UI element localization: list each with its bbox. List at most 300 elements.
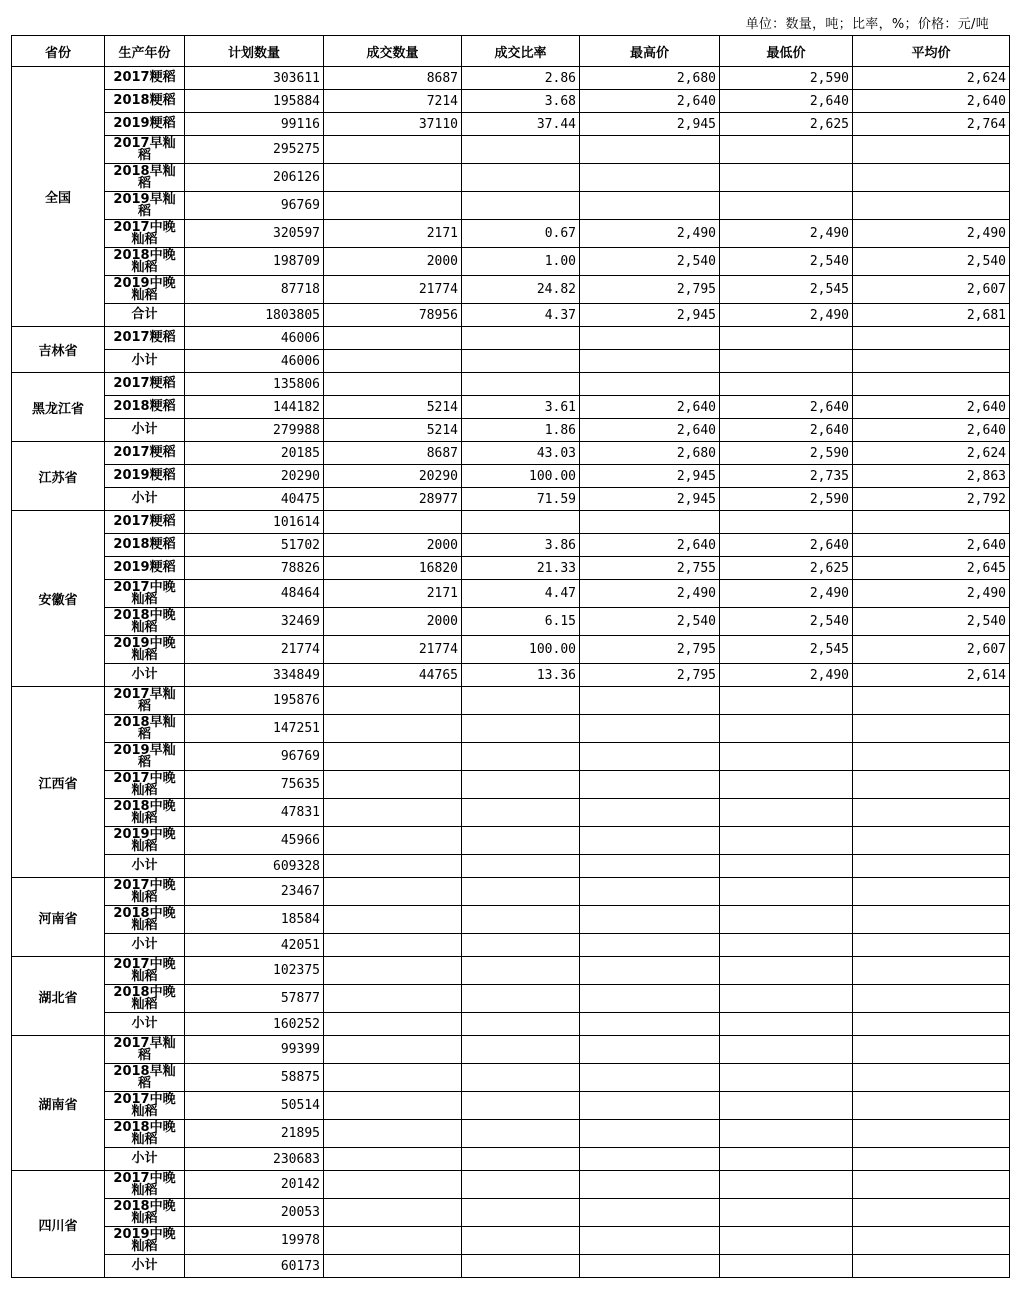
header-min-price: 最低价 — [720, 36, 853, 67]
min-cell — [720, 799, 853, 827]
ratio-cell — [462, 985, 580, 1013]
traded-cell: 28977 — [324, 488, 462, 511]
ratio-cell — [462, 1171, 580, 1199]
min-cell: 2,640 — [720, 534, 853, 557]
min-cell — [720, 350, 853, 373]
year-cell: 2017粳稻 — [105, 327, 185, 350]
avg-cell: 2,792 — [853, 488, 1010, 511]
min-cell — [720, 687, 853, 715]
planned-cell: 334849 — [185, 664, 324, 687]
ratio-cell: 100.00 — [462, 465, 580, 488]
year-cell: 2019粳稻 — [105, 113, 185, 136]
min-cell — [720, 1036, 853, 1064]
table-row — [12, 1148, 1010, 1171]
min-cell: 2,590 — [720, 67, 853, 90]
traded-cell — [324, 1036, 462, 1064]
max-cell — [580, 511, 720, 534]
ratio-cell: 71.59 — [462, 488, 580, 511]
table-row — [12, 715, 1010, 743]
ratio-cell — [462, 164, 580, 192]
avg-cell — [853, 373, 1010, 396]
table-row — [12, 1171, 1010, 1199]
min-cell — [720, 136, 853, 164]
traded-cell: 5214 — [324, 419, 462, 442]
avg-cell: 2,863 — [853, 465, 1010, 488]
traded-cell: 5214 — [324, 396, 462, 419]
traded-cell: 78956 — [324, 304, 462, 327]
ratio-cell — [462, 1013, 580, 1036]
ratio-cell — [462, 743, 580, 771]
planned-cell: 57877 — [185, 985, 324, 1013]
avg-cell — [853, 350, 1010, 373]
min-cell — [720, 327, 853, 350]
table-row — [12, 511, 1010, 534]
avg-cell — [853, 906, 1010, 934]
ratio-cell — [462, 799, 580, 827]
table-row — [12, 855, 1010, 878]
table-row — [12, 1227, 1010, 1255]
min-cell — [720, 827, 853, 855]
table-row — [12, 771, 1010, 799]
max-cell — [580, 1148, 720, 1171]
ratio-cell — [462, 1199, 580, 1227]
min-cell: 2,490 — [720, 580, 853, 608]
header-traded: 成交数量 — [324, 36, 462, 67]
traded-cell — [324, 373, 462, 396]
max-cell — [580, 957, 720, 985]
max-cell: 2,795 — [580, 276, 720, 304]
max-cell — [580, 827, 720, 855]
max-cell: 2,640 — [580, 534, 720, 557]
planned-cell: 87718 — [185, 276, 324, 304]
ratio-cell: 0.67 — [462, 220, 580, 248]
traded-cell: 2171 — [324, 580, 462, 608]
table-row — [12, 878, 1010, 906]
planned-cell: 19978 — [185, 1227, 324, 1255]
min-cell — [720, 511, 853, 534]
ratio-cell — [462, 771, 580, 799]
max-cell — [580, 906, 720, 934]
year-cell: 2017早籼稻 — [105, 1036, 185, 1064]
max-cell: 2,680 — [580, 442, 720, 465]
traded-cell — [324, 687, 462, 715]
min-cell — [720, 855, 853, 878]
table-row — [12, 465, 1010, 488]
traded-cell: 7214 — [324, 90, 462, 113]
avg-cell: 2,640 — [853, 90, 1010, 113]
header-province: 省份 — [12, 36, 105, 67]
table-row — [12, 113, 1010, 136]
year-cell: 2017中晚籼稻 — [105, 220, 185, 248]
planned-cell: 320597 — [185, 220, 324, 248]
year-cell: 2018中晚籼稻 — [105, 906, 185, 934]
ratio-cell — [462, 511, 580, 534]
min-cell: 2,540 — [720, 608, 853, 636]
traded-cell: 37110 — [324, 113, 462, 136]
header-row — [12, 36, 1010, 67]
year-cell: 小计 — [105, 1148, 185, 1171]
ratio-cell — [462, 327, 580, 350]
avg-cell — [853, 1148, 1010, 1171]
traded-cell — [324, 855, 462, 878]
planned-cell: 50514 — [185, 1092, 324, 1120]
planned-cell: 20290 — [185, 465, 324, 488]
max-cell — [580, 799, 720, 827]
planned-cell: 144182 — [185, 396, 324, 419]
avg-cell — [853, 1036, 1010, 1064]
avg-cell — [853, 1013, 1010, 1036]
planned-cell: 46006 — [185, 350, 324, 373]
table-row — [12, 1092, 1010, 1120]
planned-cell: 18584 — [185, 906, 324, 934]
avg-cell — [853, 1171, 1010, 1199]
table-row — [12, 90, 1010, 113]
min-cell — [720, 164, 853, 192]
max-cell — [580, 1171, 720, 1199]
ratio-cell: 1.00 — [462, 248, 580, 276]
avg-cell — [853, 771, 1010, 799]
year-cell: 2017粳稻 — [105, 511, 185, 534]
province-cell: 吉林省 — [12, 327, 105, 373]
year-cell: 2018早籼稻 — [105, 1064, 185, 1092]
table-row — [12, 304, 1010, 327]
ratio-cell: 3.86 — [462, 534, 580, 557]
table-row — [12, 557, 1010, 580]
year-cell: 2018中晚籼稻 — [105, 985, 185, 1013]
avg-cell — [853, 1092, 1010, 1120]
table-row — [12, 396, 1010, 419]
max-cell: 2,680 — [580, 67, 720, 90]
planned-cell: 96769 — [185, 743, 324, 771]
planned-cell: 21774 — [185, 636, 324, 664]
unit-note: 单位：数量，吨；比率，%；价格：元/吨 — [745, 17, 989, 32]
year-cell: 2017中晚籼稻 — [105, 957, 185, 985]
min-cell: 2,590 — [720, 488, 853, 511]
min-cell — [720, 743, 853, 771]
max-cell — [580, 1092, 720, 1120]
traded-cell — [324, 1171, 462, 1199]
ratio-cell: 13.36 — [462, 664, 580, 687]
avg-cell: 2,624 — [853, 442, 1010, 465]
planned-cell: 48464 — [185, 580, 324, 608]
header-avg-price: 平均价 — [853, 36, 1010, 67]
avg-cell — [853, 511, 1010, 534]
planned-cell: 295275 — [185, 136, 324, 164]
avg-cell: 2,681 — [853, 304, 1010, 327]
year-cell: 2019粳稻 — [105, 557, 185, 580]
traded-cell — [324, 1120, 462, 1148]
year-cell: 2017中晚籼稻 — [105, 1171, 185, 1199]
planned-cell: 23467 — [185, 878, 324, 906]
table-row — [12, 248, 1010, 276]
trade-results-table — [11, 35, 1010, 1278]
traded-cell — [324, 1013, 462, 1036]
year-cell: 小计 — [105, 488, 185, 511]
ratio-cell — [462, 827, 580, 855]
planned-cell: 96769 — [185, 192, 324, 220]
avg-cell — [853, 1064, 1010, 1092]
traded-cell: 2000 — [324, 534, 462, 557]
min-cell — [720, 1171, 853, 1199]
traded-cell — [324, 906, 462, 934]
ratio-cell — [462, 350, 580, 373]
planned-cell: 230683 — [185, 1148, 324, 1171]
min-cell — [720, 1064, 853, 1092]
ratio-cell — [462, 934, 580, 957]
avg-cell — [853, 687, 1010, 715]
min-cell — [720, 1013, 853, 1036]
year-cell: 2019中晚籼稻 — [105, 827, 185, 855]
avg-cell: 2,607 — [853, 276, 1010, 304]
table-row — [12, 442, 1010, 465]
max-cell: 2,755 — [580, 557, 720, 580]
planned-cell: 160252 — [185, 1013, 324, 1036]
year-cell: 2019粳稻 — [105, 465, 185, 488]
traded-cell: 21774 — [324, 276, 462, 304]
year-cell: 小计 — [105, 1255, 185, 1278]
min-cell: 2,490 — [720, 220, 853, 248]
planned-cell: 32469 — [185, 608, 324, 636]
planned-cell: 102375 — [185, 957, 324, 985]
year-cell: 2017粳稻 — [105, 442, 185, 465]
avg-cell: 2,640 — [853, 419, 1010, 442]
year-cell: 2018粳稻 — [105, 90, 185, 113]
avg-cell — [853, 192, 1010, 220]
min-cell — [720, 1227, 853, 1255]
min-cell — [720, 1148, 853, 1171]
planned-cell: 46006 — [185, 327, 324, 350]
traded-cell — [324, 1255, 462, 1278]
year-cell: 2018中晚籼稻 — [105, 608, 185, 636]
max-cell — [580, 743, 720, 771]
ratio-cell: 2.86 — [462, 67, 580, 90]
year-cell: 2019中晚籼稻 — [105, 1227, 185, 1255]
province-cell: 江西省 — [12, 687, 105, 878]
table-row — [12, 164, 1010, 192]
planned-cell: 198709 — [185, 248, 324, 276]
planned-cell: 21895 — [185, 1120, 324, 1148]
planned-cell: 99399 — [185, 1036, 324, 1064]
avg-cell — [853, 957, 1010, 985]
table-row — [12, 488, 1010, 511]
avg-cell: 2,614 — [853, 664, 1010, 687]
year-cell: 2018粳稻 — [105, 534, 185, 557]
ratio-cell — [462, 906, 580, 934]
ratio-cell: 43.03 — [462, 442, 580, 465]
year-cell: 2018早籼稻 — [105, 715, 185, 743]
min-cell — [720, 192, 853, 220]
traded-cell: 8687 — [324, 67, 462, 90]
ratio-cell: 100.00 — [462, 636, 580, 664]
year-cell: 小计 — [105, 664, 185, 687]
header-max-price: 最高价 — [580, 36, 720, 67]
min-cell: 2,545 — [720, 276, 853, 304]
max-cell — [580, 164, 720, 192]
table-row — [12, 220, 1010, 248]
max-cell: 2,640 — [580, 90, 720, 113]
year-cell: 2019早籼稻 — [105, 192, 185, 220]
max-cell — [580, 934, 720, 957]
traded-cell — [324, 1148, 462, 1171]
avg-cell: 2,540 — [853, 608, 1010, 636]
year-cell: 2018中晚籼稻 — [105, 799, 185, 827]
traded-cell — [324, 715, 462, 743]
traded-cell — [324, 743, 462, 771]
year-cell: 2018早籼稻 — [105, 164, 185, 192]
ratio-cell — [462, 1148, 580, 1171]
table-row — [12, 1013, 1010, 1036]
avg-cell: 2,490 — [853, 580, 1010, 608]
max-cell: 2,945 — [580, 488, 720, 511]
planned-cell: 1803805 — [185, 304, 324, 327]
traded-cell: 16820 — [324, 557, 462, 580]
avg-cell: 2,607 — [853, 636, 1010, 664]
year-cell: 合计 — [105, 304, 185, 327]
max-cell: 2,945 — [580, 465, 720, 488]
table-row — [12, 419, 1010, 442]
table-row — [12, 580, 1010, 608]
max-cell: 2,490 — [580, 220, 720, 248]
avg-cell: 2,764 — [853, 113, 1010, 136]
max-cell: 2,945 — [580, 113, 720, 136]
planned-cell: 147251 — [185, 715, 324, 743]
traded-cell — [324, 827, 462, 855]
table-row — [12, 534, 1010, 557]
table-row — [12, 1255, 1010, 1278]
province-cell: 湖北省 — [12, 957, 105, 1036]
avg-cell — [853, 1227, 1010, 1255]
ratio-cell — [462, 192, 580, 220]
ratio-cell — [462, 1227, 580, 1255]
year-cell: 2017早籼稻 — [105, 136, 185, 164]
year-cell: 2017中晚籼稻 — [105, 1092, 185, 1120]
planned-cell: 135806 — [185, 373, 324, 396]
year-cell: 2019中晚籼稻 — [105, 636, 185, 664]
table-row — [12, 373, 1010, 396]
planned-cell: 40475 — [185, 488, 324, 511]
table-row — [12, 1120, 1010, 1148]
traded-cell: 2000 — [324, 608, 462, 636]
ratio-cell: 24.82 — [462, 276, 580, 304]
min-cell — [720, 1092, 853, 1120]
min-cell: 2,490 — [720, 304, 853, 327]
traded-cell — [324, 511, 462, 534]
ratio-cell: 6.15 — [462, 608, 580, 636]
avg-cell — [853, 1255, 1010, 1278]
traded-cell — [324, 192, 462, 220]
max-cell — [580, 1227, 720, 1255]
traded-cell: 21774 — [324, 636, 462, 664]
min-cell — [720, 1199, 853, 1227]
avg-cell — [853, 985, 1010, 1013]
ratio-cell: 4.37 — [462, 304, 580, 327]
max-cell — [580, 1120, 720, 1148]
min-cell: 2,590 — [720, 442, 853, 465]
table-row — [12, 192, 1010, 220]
province-cell: 安徽省 — [12, 511, 105, 687]
year-cell: 2018中晚籼稻 — [105, 248, 185, 276]
min-cell: 2,545 — [720, 636, 853, 664]
traded-cell — [324, 1064, 462, 1092]
table-row — [12, 636, 1010, 664]
traded-cell — [324, 350, 462, 373]
table-row — [12, 1064, 1010, 1092]
planned-cell: 51702 — [185, 534, 324, 557]
ratio-cell: 37.44 — [462, 113, 580, 136]
avg-cell — [853, 878, 1010, 906]
traded-cell — [324, 878, 462, 906]
planned-cell: 99116 — [185, 113, 324, 136]
ratio-cell — [462, 373, 580, 396]
planned-cell: 45966 — [185, 827, 324, 855]
avg-cell: 2,640 — [853, 396, 1010, 419]
min-cell — [720, 957, 853, 985]
min-cell: 2,735 — [720, 465, 853, 488]
min-cell — [720, 1255, 853, 1278]
avg-cell: 2,624 — [853, 67, 1010, 90]
max-cell: 2,945 — [580, 304, 720, 327]
table-row — [12, 985, 1010, 1013]
table-row — [12, 906, 1010, 934]
min-cell — [720, 373, 853, 396]
table-row — [12, 136, 1010, 164]
min-cell — [720, 934, 853, 957]
planned-cell: 101614 — [185, 511, 324, 534]
header-ratio: 成交比率 — [462, 36, 580, 67]
max-cell — [580, 715, 720, 743]
year-cell: 2018粳稻 — [105, 396, 185, 419]
ratio-cell: 21.33 — [462, 557, 580, 580]
max-cell — [580, 192, 720, 220]
ratio-cell — [462, 687, 580, 715]
year-cell: 2017中晚籼稻 — [105, 580, 185, 608]
min-cell: 2,640 — [720, 396, 853, 419]
year-cell: 2017早籼稻 — [105, 687, 185, 715]
min-cell: 2,625 — [720, 113, 853, 136]
table-row — [12, 827, 1010, 855]
ratio-cell — [462, 136, 580, 164]
max-cell — [580, 1199, 720, 1227]
traded-cell: 8687 — [324, 442, 462, 465]
year-cell: 2017中晚籼稻 — [105, 771, 185, 799]
year-cell: 小计 — [105, 855, 185, 878]
year-cell: 小计 — [105, 1013, 185, 1036]
max-cell — [580, 327, 720, 350]
province-cell: 河南省 — [12, 878, 105, 957]
max-cell: 2,795 — [580, 636, 720, 664]
planned-cell: 75635 — [185, 771, 324, 799]
table-row — [12, 957, 1010, 985]
year-cell: 2017中晚籼稻 — [105, 878, 185, 906]
avg-cell: 2,640 — [853, 534, 1010, 557]
table-row — [12, 743, 1010, 771]
avg-cell — [853, 136, 1010, 164]
traded-cell — [324, 1092, 462, 1120]
ratio-cell — [462, 1120, 580, 1148]
ratio-cell: 3.61 — [462, 396, 580, 419]
planned-cell: 195884 — [185, 90, 324, 113]
max-cell — [580, 855, 720, 878]
traded-cell — [324, 164, 462, 192]
table-row — [12, 664, 1010, 687]
max-cell — [580, 771, 720, 799]
traded-cell — [324, 327, 462, 350]
min-cell: 2,625 — [720, 557, 853, 580]
table-row — [12, 350, 1010, 373]
year-cell: 2018中晚籼稻 — [105, 1120, 185, 1148]
max-cell — [580, 373, 720, 396]
traded-cell: 2171 — [324, 220, 462, 248]
